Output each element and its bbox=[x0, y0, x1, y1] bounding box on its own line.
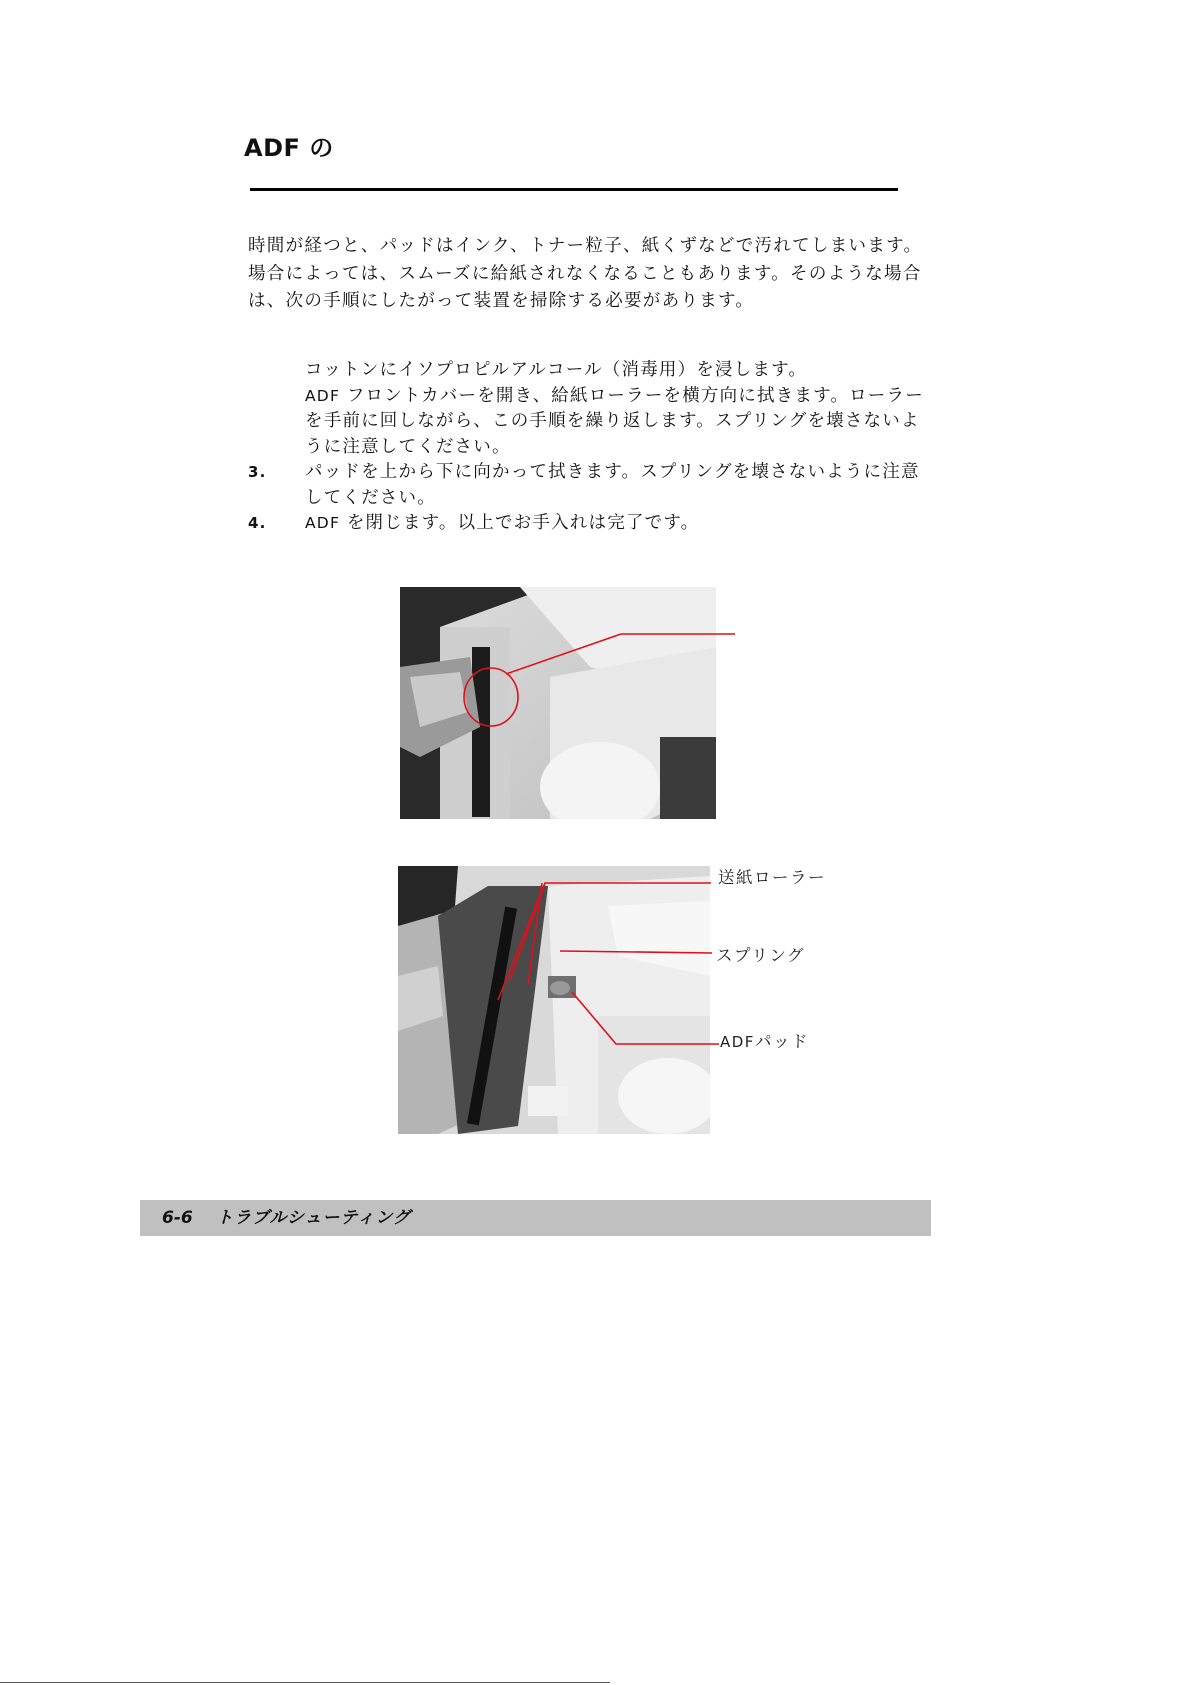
step-item bbox=[248, 384, 928, 461]
step-text bbox=[305, 511, 928, 537]
section-heading: ADF の bbox=[244, 134, 334, 162]
step-number: 3. bbox=[248, 463, 267, 481]
step-prefix: ADF bbox=[305, 514, 341, 532]
footer-bar bbox=[140, 1200, 931, 1236]
label-pad-text: パッド bbox=[754, 1032, 809, 1051]
step-text: コットンにイソプロピルアルコール（消毒用）を浸します。 bbox=[305, 360, 808, 380]
step-text: パッドを上から下に向かって拭きます。スプリングを壊さないように注意してください。 bbox=[305, 462, 920, 508]
bottom-rule bbox=[0, 1682, 610, 1683]
steps-list bbox=[248, 358, 928, 537]
step-number: 4. bbox=[248, 514, 267, 532]
step-item bbox=[248, 511, 928, 537]
step-item bbox=[248, 460, 928, 511]
heading-rule bbox=[250, 188, 898, 191]
label-feed-roller: 送紙ローラー bbox=[718, 868, 826, 887]
step-text bbox=[305, 384, 928, 461]
step-body: フロントカバーを開き、給紙ローラーを横方向に拭きます。ローラーを手前に回しながら、この手順を繰り返します。スプリングを壊さないように注意してください。 bbox=[305, 385, 924, 457]
step-prefix: ADF bbox=[305, 386, 341, 405]
step-body: を閉じます。以上でお手入れは完了です。 bbox=[346, 513, 700, 533]
chapter-title: トラブルシューティング bbox=[216, 1208, 411, 1228]
photo-cleaning-roller bbox=[400, 587, 716, 819]
intro-paragraph: 時間が経つと、パッドはインク、トナー粒子、紙くずなどで汚れてしまいます。場合によっては、スムーズに給紙されなくなることもあります。そのような場合は、次の手順にしたがって装置を掃除する必要があります。 bbox=[248, 236, 923, 311]
step-item bbox=[248, 358, 928, 384]
label-spring: スプリング bbox=[716, 946, 806, 965]
page-number: 6-6 bbox=[162, 1208, 193, 1228]
photo-adf-open bbox=[398, 866, 710, 1134]
label-pad-prefix: ADF bbox=[720, 1033, 755, 1051]
label-adf-pad bbox=[720, 1028, 809, 1052]
